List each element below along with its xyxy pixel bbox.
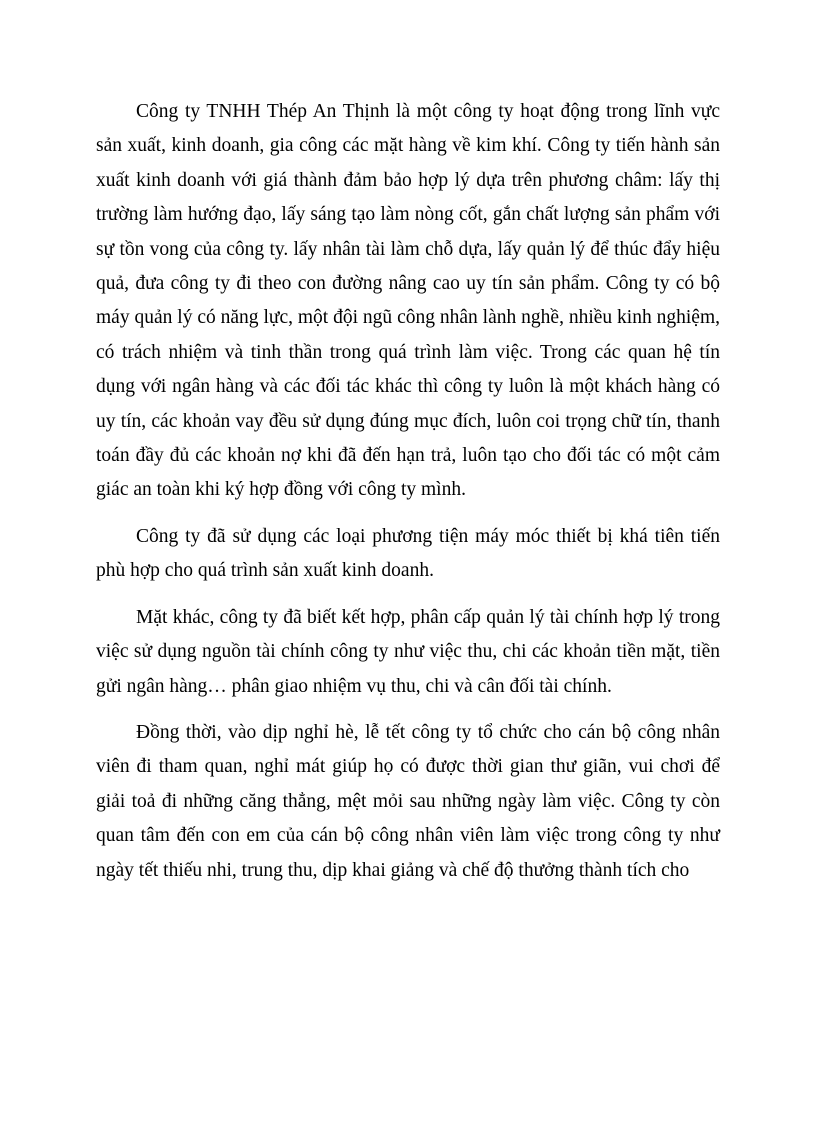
paragraph-financial-management: Mặt khác, công ty đã biết kết hợp, phân cấp quản lý tài chính hợp lý trong việc sử dụng nguồn tài chính công ty như việc thu, chi các khoản tiền mặt, tiền gửi ngân hàng… phân giao nhiệm vụ thu, chi và cân đối tài chính. [96,606,720,697]
paragraph-employee-welfare: Đồng thời, vào dịp nghỉ hè, lễ tết công ty tổ chức cho cán bộ công nhân viên đi tham quan, nghỉ mát giúp họ có được thời gian thư giãn, vui chơi để giải toả đi những căng thẳng, mệt mỏi sau những ngày làm việc. Công ty còn quan tâm đến con em của cán bộ công nhân viên làm việc trong công ty như ngày tết thiếu nhi, trung thu, dịp khai giảng và chế độ thưởng thành tích cho [96,721,720,881]
document-page [96,95,720,888]
paragraph-company-overview: Công ty TNHH Thép An Thịnh là một công ty hoạt động trong lĩnh vực sản xuất, kinh doanh, gia công các mặt hàng về kim khí. Công ty tiến hành sản xuất kinh doanh với giá thành đảm bảo hợp lý dựa trên phương châm: lấy thị trường làm hướng đạo, lấy sáng tạo làm nòng cốt, gắn chất lượng sản phẩm với sự tồn vong của công ty. lấy nhân tài làm chỗ dựa, lấy quản lý để thúc đẩy hiệu quả, đưa công ty đi theo con đường nâng cao uy tín sản phẩm. Công ty có bộ máy quản lý có năng lực, một đội ngũ công nhân lành nghề, nhiều kinh nghiệm, có trách nhiệm và tinh thần trong quá trình làm việc. Trong các quan hệ tín dụng với ngân hàng và các đối tác khác thì công ty luôn là một khách hàng có uy tín, các khoản vay đều sử dụng đúng mục đích, luôn coi trọng chữ tín, thanh toán đầy đủ các khoản nợ khi đã đến hạn trả, luôn tạo cho đối tác có một cảm giác an toàn khi ký hợp đồng với công ty mình. [96,101,720,501]
paragraph-equipment: Công ty đã sử dụng các loại phương tiện máy móc thiết bị khá tiên tiến phù hợp cho quá trình sản xuất kinh doanh. [96,525,720,582]
